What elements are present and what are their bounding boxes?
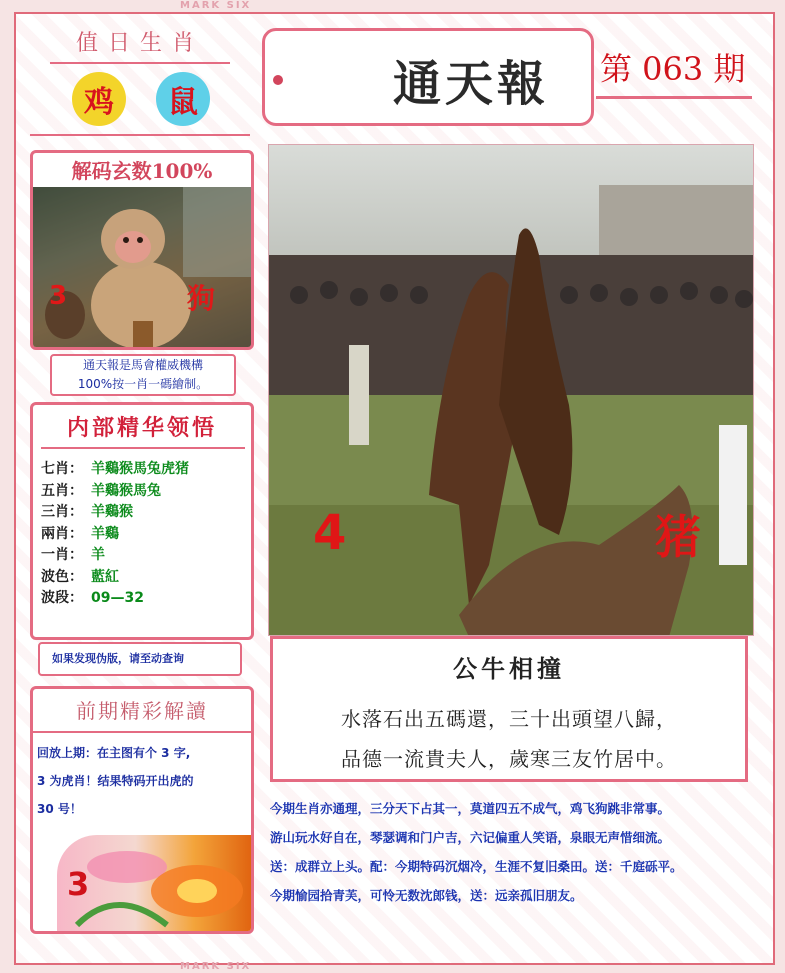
inside-tips-divider [41, 447, 245, 449]
decode-animal: 狗 [187, 282, 216, 315]
decode-note-line1: 通天報是馬會權威機構 [82, 358, 203, 372]
zodiac-today-panel [30, 22, 250, 138]
bottom-line3: 送：成群立上头。配：今期特码沉烟冷，生涯不复旧桑田。送：千庭砾平。 [270, 859, 683, 874]
past-review-panel [30, 686, 254, 934]
bottom-line1: 今期生肖亦通理，三分天下占其一，莫道四五不成气，鸡飞狗跳非常事。 [270, 801, 671, 816]
decode-panel [30, 150, 254, 350]
past-review-number: 3 [67, 865, 90, 903]
tips-row-seven [41, 459, 251, 481]
tips-key: 波色： [41, 568, 83, 585]
tips-row-range [41, 588, 251, 610]
tips-key: 兩肖： [41, 525, 83, 542]
past-review-text [37, 739, 251, 823]
zodiac-divider-bottom [30, 134, 250, 136]
tips-key: 五肖： [41, 482, 83, 499]
edge-watermark-bottom: MARK SIX [180, 961, 252, 972]
tips-value: 羊鷄 [91, 525, 119, 542]
past-review-title: 前期精彩解讀 [76, 699, 208, 723]
tips-row-five [41, 481, 251, 503]
tips-value: 09—32 [91, 590, 144, 606]
tips-key: 三肖： [41, 504, 83, 520]
masthead-title: 通天報 [393, 56, 550, 112]
past-review-line1: 回放上期：在主图有个 3 字, [37, 746, 191, 760]
main-photo [268, 144, 754, 636]
masthead-dot [273, 75, 283, 85]
poem-line1: 水落石出五碼還，三十出頭望八歸， [341, 707, 677, 731]
issue-box [596, 38, 756, 104]
tips-value: 羊鷄猴 [91, 504, 133, 520]
tips-row-two [41, 524, 251, 546]
tips-row-three [41, 502, 251, 524]
tips-row-one [41, 545, 251, 567]
poem-title: 公牛相撞 [453, 654, 565, 683]
edge-watermark-top: MARK SIX [180, 0, 252, 11]
bottom-text-panel [270, 794, 764, 924]
past-review-line2: 3 为虎肖！结果特码开出虎的 [37, 774, 194, 788]
monkey-icon [33, 187, 251, 349]
inside-tips-title: 内部精华领悟 [66, 415, 217, 441]
issue-label: 第 063 期 [600, 50, 746, 88]
tips-value: 羊鷄猴馬兔 [91, 482, 161, 499]
zodiac-divider-top [50, 62, 230, 64]
zodiac-today-title: 值日生肖 [75, 31, 204, 56]
bottom-line4: 今期愉园拾青芙，可怜无数沈郎钱，送：远亲孤旧朋友。 [270, 888, 583, 903]
tips-key: 波段： [41, 590, 83, 606]
monkey-photo [33, 187, 251, 349]
photo-animal: 猪 [655, 510, 701, 564]
zodiac-circle-rooster: 鸡 [72, 72, 126, 126]
poem-line2: 品德一流貴夫人，歲寒三友竹居中。 [341, 747, 677, 771]
decode-note [50, 354, 236, 396]
tips-value: 藍紅 [91, 568, 119, 585]
zodiac-circle-rat: 鼠 [156, 72, 210, 126]
issue-underline [596, 96, 752, 99]
inside-tips-list [41, 459, 251, 610]
poem-panel [270, 636, 748, 782]
photo-number: 4 [313, 505, 347, 561]
past-review-divider [33, 731, 251, 733]
inside-tips-panel [30, 402, 254, 640]
past-review-line3: 30 号！ [37, 802, 82, 816]
tips-value: 羊鷄猴馬兔虎猪 [91, 461, 189, 477]
tips-row-color [41, 567, 251, 589]
counterfeit-notice: 如果发现伪版，请至动查询 [38, 642, 242, 676]
tips-value: 羊 [91, 547, 105, 563]
tips-key: 七肖： [41, 461, 83, 477]
decode-title: 解码玄数100% [71, 159, 213, 183]
tips-key: 一肖： [41, 547, 83, 563]
decode-number: 3 [49, 281, 68, 311]
decode-note-line2: 100%按一肖一碼繪制。 [77, 377, 209, 391]
masthead [262, 28, 594, 126]
bottom-line2: 游山玩水好自在，琴瑟调和门户吉，六记偏重人笑语，泉眼无声惜细流。 [270, 830, 671, 845]
